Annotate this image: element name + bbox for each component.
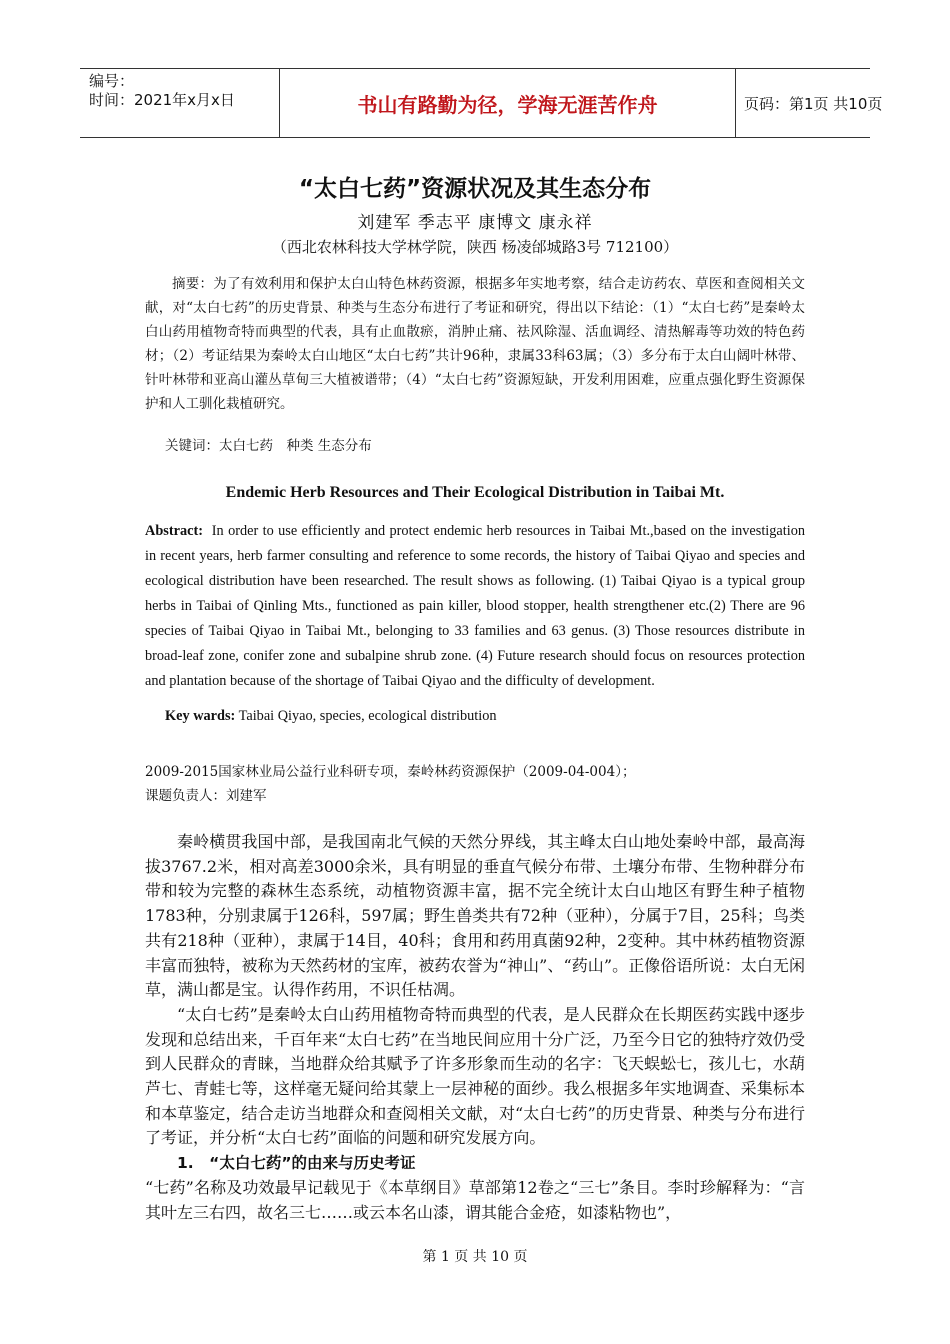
abstract-en	[145, 519, 805, 694]
header-page-label: 页码：第1页 共10页	[744, 94, 883, 113]
page-footer: 第 1 页 共 10 页	[422, 1249, 528, 1265]
body-paragraph: 秦岭横贯我国中部，是我国南北气候的天然分界线，其主峰太白山地处秦岭中部，最高海拔3767.2米，相对高差3000余米，具有明显的垂直气候分布带、土壤分布带、生物种群分布带和较为完整的森林生态系统，动植物资源丰富，据不完全统计太白山地区有野生种子植物1783种，分别隶属于126科，597属；野生兽类共有72种（亚种），分属于7目，25科；鸟类共有218种（亚种），隶属于14目，40科；食用和药用真菌92种，2变种。其中林药植物资源丰富而独特，被称为天然药材的宝库，被药农誉为“神山”、“药山”。正像俗语所说：太白无闲草，满山都是宝。认得作药用，不识任枯凋。	[145, 832, 805, 1000]
abstract-cn: 摘要：为了有效利用和保护太白山特色林药资源，根据多年实地考察，结合走访药农、草医和查阅相关文献，对“太白七药”的历史背景、种类与生态分布进行了考证和研究，得出以下结论：（1）“太白七药”是秦岭太白山药用植物奇特而典型的代表，具有止血散瘀，消肿止痛、祛风除湿、活血调经、清热解毒等功效的特色药材；（2）考证结果为秦岭太白山地区“太白七药”共计96种，隶属33科63属；（3）多分布于太白山阔叶林带、针叶林带和亚高山灌丛草甸三大植被谱带；（4）“太白七药”资源短缺，开发利用困难，应重点强化野生资源保护和人工驯化栽植研究。	[145, 276, 805, 412]
funding-note	[145, 760, 635, 808]
main-body	[145, 830, 805, 1225]
keywords-en	[165, 708, 497, 725]
abstract-en-label: Abstract:	[145, 523, 203, 539]
body-paragraph: “太白七药”是秦岭太白山药用植物奇特而典型的代表，是人民群众在长期医药实践中逐步发现和总结出来，千百年来“太白七药”在当地民间应用十分广泛，乃至今日它的独特疗效仍受到人民群众的青睐，当地群众给其赋予了许多形象而生动的名字：飞天蜈蚣七，孩儿七，水葫芦七、青蛙七等，这样毫无疑问给其蒙上一层神秘的面纱。我么根据多年实地调查、采集标本和本草鉴定，结合走访当地群众和查阅相关文献，对“太白七药”的历史背景、种类与分布进行了考证，并分析“太白七药”面临的问题和研究发展方向。	[145, 1004, 805, 1148]
header-motto: 书山有路勤为径，学海无涯苦作舟	[280, 69, 736, 137]
section-heading: 1. “太白七药”的由来与历史考证	[177, 1154, 416, 1173]
english-title: Endemic Herb Resources and Their Ecological Distribution in Taibai Mt.	[225, 484, 725, 501]
funding-line: 2009-2015国家林业局公益行业科研专项，秦岭林药资源保护（2009-04-004）；	[145, 764, 636, 780]
keywords-en-text: Taibai Qiyao, species, ecological distribution	[238, 708, 497, 724]
project-leader-line: 课题负责人：刘建军	[145, 788, 267, 804]
affiliation: （西北农林科技大学林学院，陕西 杨凌邰城路3号 712100）	[271, 238, 679, 256]
keywords-en-label: Key wards:	[165, 708, 236, 724]
body-paragraph: “七药”名称及功效最早记载见于《本草纲目》草部第12卷之“三七”条目。李时珍解释为：“言其叶左三右四，故名三七……或云本名山漆，谓其能合金疮，如漆粘物也”，	[145, 1177, 805, 1222]
time-label: 时间：2021年x月x日	[89, 91, 235, 109]
authors: 刘建军 季志平 康博文 康永祥	[357, 213, 593, 233]
header-meta-cell	[80, 69, 280, 137]
keywords-cn: 关键词：太白七药 种类 生态分布	[165, 438, 372, 454]
paper-title: “太白七药”资源状况及其生态分布	[298, 176, 652, 202]
number-label: 编号：	[89, 72, 135, 90]
header-table	[80, 68, 883, 138]
abstract-en-text: In order to use efficiently and protect endemic herb resources in Taibai Mt.,based on the investigation in recent years, herb farmer consulting and reference to some records, the history of Taibai Qiyao and species and ecological distribution have been researched. The result shows as following. (1) Taibai Qiyao is a typical group herbs in Taibai of Qinling Mts., functioned as pain killer, blood stopper, health strengthener etc.(2) There are 96 species of Taibai Qiyao in Taibai Mt., belonging to 33 families and 63 genus. (3) Those resources distribute in broad-leaf zone, conifer zone and subalpine shrub zone. (4) Future research should focus on resources protection and plantation because of the shortage of Taibai Qiyao and the difficulty of development.	[145, 523, 805, 689]
